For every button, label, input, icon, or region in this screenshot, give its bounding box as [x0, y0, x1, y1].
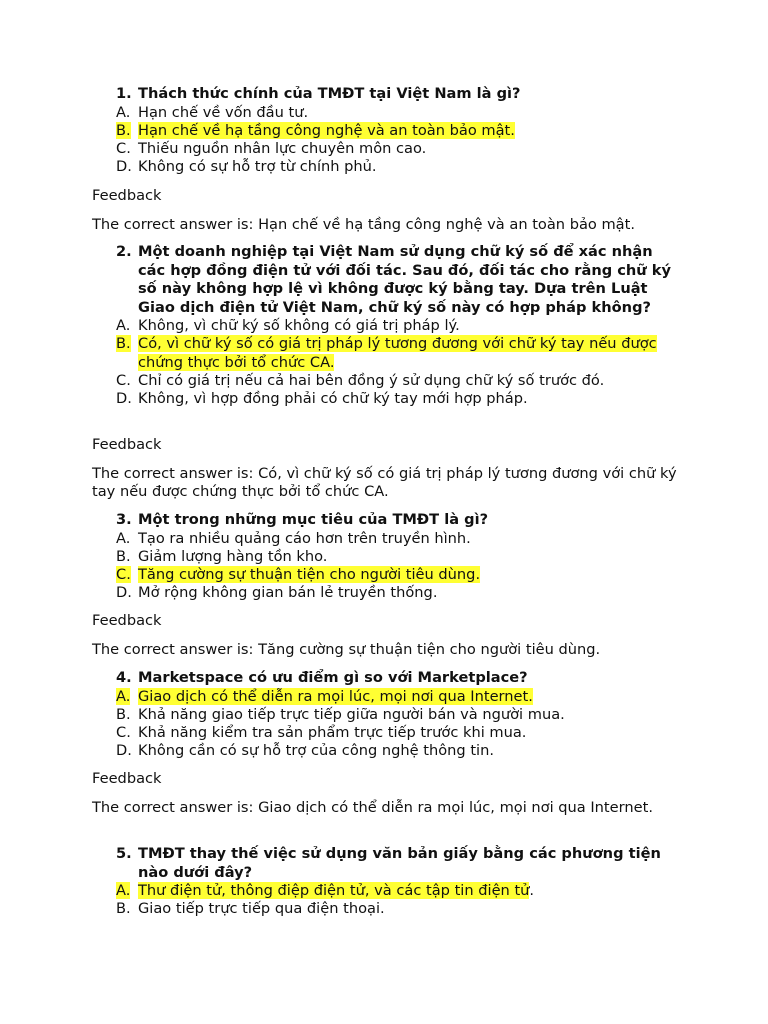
option-c[interactable]: C. Chỉ có giá trị nếu cả hai bên đồng ý sử dụng chữ ký số trước đó. [116, 371, 605, 389]
option-c-correct[interactable]: C. Tăng cường sự thuận tiện cho người tiêu dùng. [116, 566, 481, 584]
question-title [92, 669, 678, 688]
option-a[interactable]: A. Không, vì chữ ký số không có giá trị pháp lý. [116, 317, 460, 334]
question-number: 1. [116, 85, 132, 102]
correct-answer: The correct answer is: Giao dịch có thể diễn ra mọi lúc, mọi nơi qua Internet. [92, 799, 653, 816]
question-title [92, 243, 678, 317]
question-1 [92, 85, 678, 177]
feedback-label: Feedback [92, 187, 162, 204]
options-list [92, 317, 678, 408]
question-text: Một doanh nghiệp tại Việt Nam sử dụng chữ ký số để xác nhận các hợp đồng điện tử với đối tác. Sau đó, đối tác cho rằng chữ ký số này không hợp lệ vì không được ký bằng tay. Dựa trên Luật Giao dịch điện tử Việt Nam, chữ ký số này có hợp pháp không? [138, 243, 671, 316]
feedback-label: Feedback [92, 612, 162, 629]
question-text: Marketspace có ưu điểm gì so với Marketplace? [138, 669, 528, 686]
option-c[interactable]: C. Khả năng kiểm tra sản phẩm trực tiếp trước khi mua. [116, 724, 527, 742]
option-d[interactable]: D. Không, vì hợp đồng phải có chữ ký tay mới hợp pháp. [116, 390, 528, 408]
correct-answer: The correct answer is: Tăng cường sự thuận tiện cho người tiêu dùng. [92, 641, 601, 658]
question-number: 5. [116, 845, 132, 862]
option-a-correct[interactable]: A. Thư điện tử, thông điệp điện tử, và các tập tin điện tử. [116, 882, 535, 899]
question-title [92, 845, 678, 882]
feedback-label: Feedback [92, 770, 162, 787]
question-text: Một trong những mục tiêu của TMĐT là gì? [138, 511, 489, 528]
option-d[interactable]: D. Mở rộng không gian bán lẻ truyền thống. [116, 584, 438, 602]
question-number: 3. [116, 511, 132, 528]
question-number: 2. [116, 243, 132, 260]
option-b[interactable]: B. Khả năng giao tiếp trực tiếp giữa người bán và người mua. [116, 705, 565, 723]
options-list [92, 530, 678, 603]
option-a[interactable]: A. Hạn chế về vốn đầu tư. [116, 103, 309, 121]
option-a-correct[interactable]: A. Giao dịch có thể diễn ra mọi lúc, mọi nơi qua Internet. [116, 687, 533, 705]
question-2 [92, 243, 678, 408]
question-title [92, 85, 678, 104]
question-text: TMĐT thay thế việc sử dụng văn bản giấy bằng các phương tiện nào dưới đây? [138, 845, 661, 881]
option-d[interactable]: D. Không có sự hỗ trợ từ chính phủ. [116, 158, 377, 176]
options-list [92, 882, 678, 919]
correct-answer: The correct answer is: Có, vì chữ ký số có giá trị pháp lý tương đương với chữ ký tay nếu được chứng thực bởi tổ chức CA. [92, 465, 677, 501]
options-list [92, 104, 678, 177]
feedback-label: Feedback [92, 436, 162, 453]
option-b[interactable]: B. Giảm lượng hàng tồn kho. [116, 547, 328, 565]
option-a[interactable]: A. Tạo ra nhiều quảng cáo hơn trên truyền hình. [116, 529, 471, 547]
question-3 [92, 511, 678, 603]
option-b-correct[interactable]: B. Có, vì chữ ký số có giá trị pháp lý tương đương với chữ ký tay nếu được chứng thực bởi tổ chức CA. [116, 335, 657, 371]
question-title [92, 511, 678, 530]
question-4 [92, 669, 678, 761]
option-c[interactable]: C. Thiếu nguồn nhân lực chuyên môn cao. [116, 140, 427, 158]
option-b[interactable]: B. Giao tiếp trực tiếp qua điện thoại. [116, 900, 385, 918]
question-number: 4. [116, 669, 132, 686]
question-5 [92, 845, 678, 919]
option-b-correct[interactable]: B. Hạn chế về hạ tầng công nghệ và an toàn bảo mật. [116, 121, 515, 139]
question-text: Thách thức chính của TMĐT tại Việt Nam là gì? [138, 85, 521, 102]
option-d[interactable]: D. Không cần có sự hỗ trợ của công nghệ thông tin. [116, 742, 495, 760]
options-list [92, 688, 678, 761]
correct-answer: The correct answer is: Hạn chế về hạ tầng công nghệ và an toàn bảo mật. [92, 216, 635, 233]
